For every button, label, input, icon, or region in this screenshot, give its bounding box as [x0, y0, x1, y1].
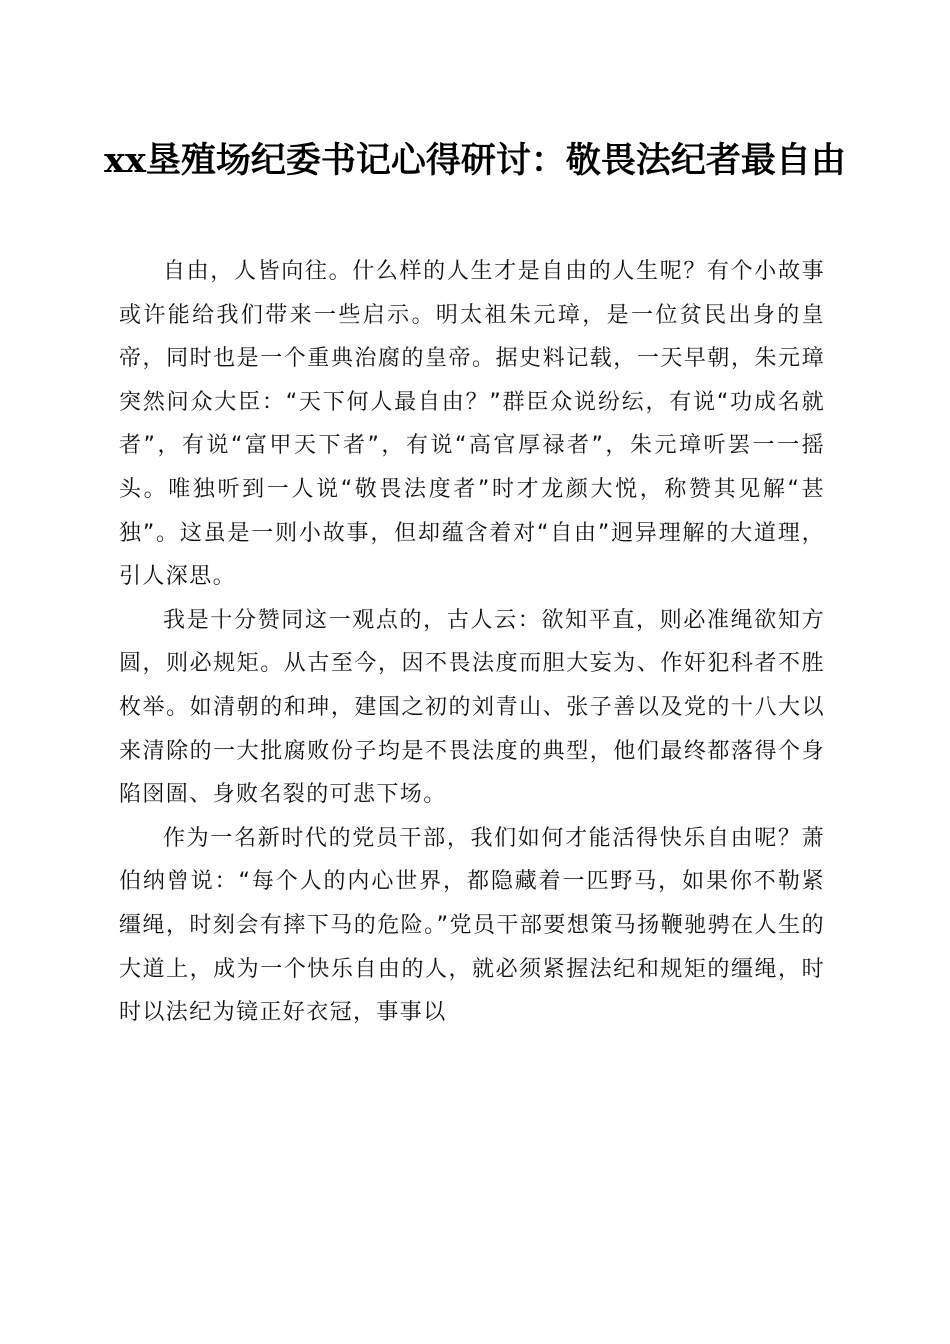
document-body [119, 250, 825, 1035]
paragraph-1: 自由，人皆向往。什么样的人生才是自由的人生呢？有个小故事或许能给我们带来一些启示。明太祖朱元璋，是一位贫民出身的皇帝，同时也是一个重典治腐的皇帝。据史料记载，一天早朝，朱元璋突然问众大臣：“天下何人最自由？”群臣众说纷纭，有说“功成名就者”，有说“富甲天下者”，有说“高官厚禄者”，朱元璋听罢一一摇头。唯独听到一人说“敬畏法度者”时才龙颜大悦，称赞其见解“甚独”。这虽是一则小故事，但却蕴含着对“自由”迥异理解的大道理，引人深思。 [119, 259, 825, 590]
paragraph-3: 作为一名新时代的党员干部，我们如何才能活得快乐自由呢？萧伯纳曾说：“每个人的内心世界，都隐藏着一匹野马，如果你不勒紧缰绳，时刻会有摔下马的危险。”党员干部要想策马扬鞭驰骋在人生的大道上，成为一个快乐自由的人，就必须紧握法纪和规矩的缰绳，时时以法纪为镜正好衣冠，事事以 [119, 825, 825, 1026]
paragraph-2: 我是十分赞同这一观点的，古人云：欲知平直，则必准绳欲知方圆，则必规矩。从古至今，因不畏法度而胆大妄为、作奸犯科者不胜枚举。如清朝的和珅，建国之初的刘青山、张子善以及党的十八大以来清除的一大批腐败份子均是不畏法度的典型，他们最终都落得个身陷囹圄、身败名裂的可悲下场。 [119, 607, 825, 808]
document-title: xx垦殖场纪委书记心得研讨：敬畏法纪者最自由 [104, 140, 846, 181]
